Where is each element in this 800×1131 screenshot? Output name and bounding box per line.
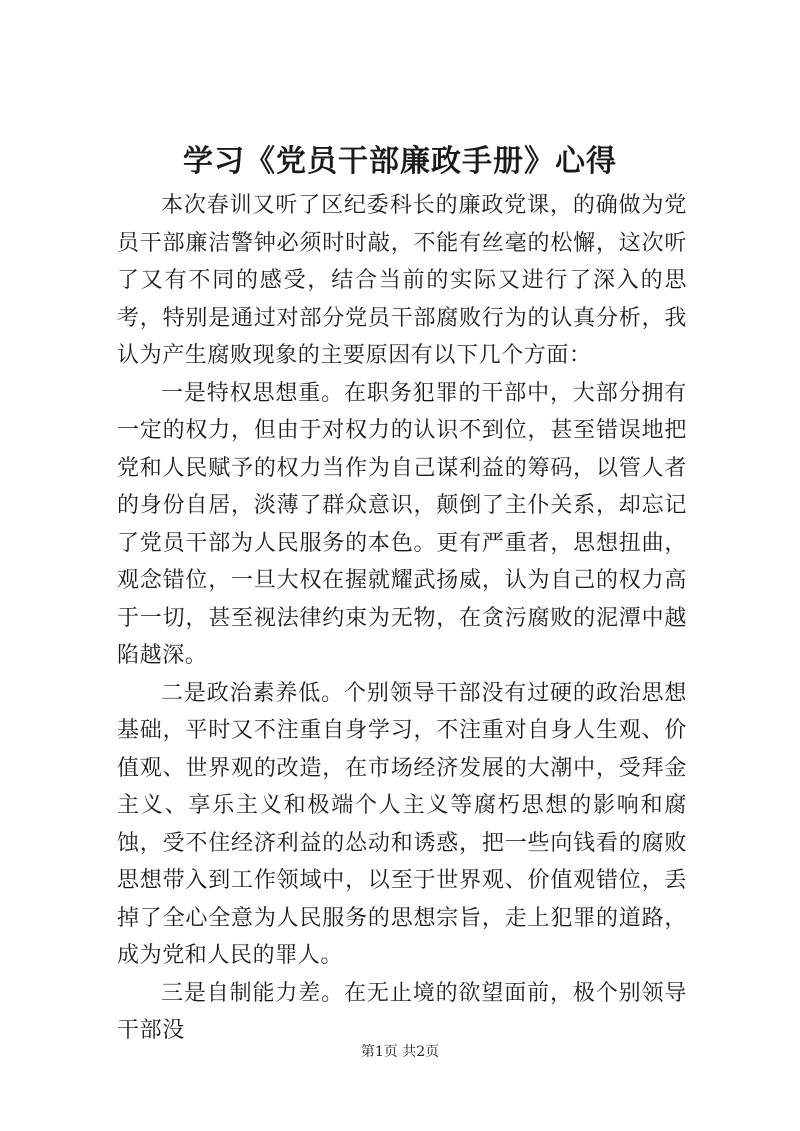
paragraph-point-three: 三是自制能力差。在无止境的欲望面前，极个别领导干部没 (117, 980, 687, 1043)
paragraph-intro: 本次春训又听了区纪委科长的廉政党课，的确做为党员干部廉洁警钟必须时时敲，不能有丝毫的松懈，这次听了又有不同的感受，结合当前的实际又进行了深入的思考，特别是通过对部分党员干部腐败行为的认真分析，我认为产生腐败现象的主要原因有以下几个方面： (117, 193, 687, 368)
document-title: 学习《党员干部廉政手册》心得 (183, 144, 617, 179)
paragraph-point-two: 二是政治素养低。个别领导干部没有过硬的政治思想基础，平时又不注重自身学习，不注重对自身人生观、价值观、世界观的改造，在市场经济发展的大潮中，受拜金主义、享乐主义和极端个人主义等腐朽思想的影响和腐蚀，受不住经济利益的怂动和诱惑，把一些向钱看的腐败思想带入到工作领域中，以至于世界观、价值观错位，丢掉了全心全意为人民服务的思想宗旨，走上犯罪的道路，成为党和人民的罪人。 (117, 680, 687, 968)
page-footer: 第1页 共2页 (360, 1044, 440, 1060)
paragraph-point-one: 一是特权思想重。在职务犯罪的干部中，大部分拥有一定的权力，但由于对权力的认识不到位，甚至错误地把党和人民赋予的权力当作为自己谋利益的筹码，以管人者的身份自居，淡薄了群众意识，颠倒了主仆关系，却忘记了党员干部为人民服务的本色。更有严重者，思想扭曲，观念错位，一旦大权在握就耀武扬威，认为自己的权力高于一切，甚至视法律约束为无物，在贪污腐败的泥潭中越陷越深。 (117, 380, 687, 668)
document-body (117, 187, 687, 1050)
